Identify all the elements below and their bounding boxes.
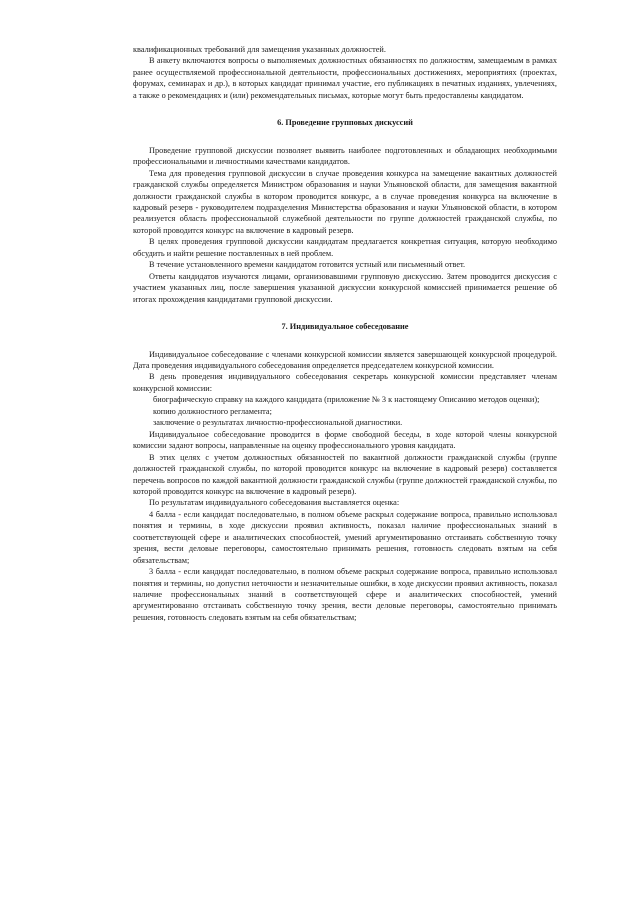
- section-6-paragraph-3: В целях проведения групповой дискуссии кандидатам предлагается конкретная ситуация, которую необходимо обсудить и найти решение поставленных в ней проблем.: [133, 237, 557, 258]
- section-7-paragraph-5: По результатам индивидуального собеседования выставляется оценка:: [149, 498, 400, 508]
- section-7-list-item-2: копию должностного регламента;: [153, 406, 272, 416]
- section-7-title: 7. Индивидуальное собеседование: [281, 322, 409, 332]
- section-6-paragraph-5: Ответы кандидатов изучаются лицами, организовавшими групповую дискуссию. Затем проводится дискуссия с участием указанных лиц, после завершения указанной дискуссии конкурсной комиссией принимается решение об итогах прохождения кандидатами групповой дискуссии.: [133, 271, 557, 304]
- section-7-list-item-3: заключение о результатах личностно-профессиональной диагностики.: [153, 418, 403, 428]
- section-6-paragraph-4: В течение установленного времени кандидатом готовится устный или письменный ответ.: [149, 260, 466, 270]
- section-7-paragraph-1: Индивидуальное собеседование с членами конкурсной комиссии является завершающей конкурсной процедурой. Дата проведения индивидуального собеседования определяется председателем конкурсной комиссии.: [133, 349, 557, 370]
- section-6-paragraph-2: Тема для проведения групповой дискуссии в случае проведения конкурса на замещение вакантных должностей гражданской службы определяется Министром образования и науки Ульяновской области, для замещения вакантной должности гражданской службы в котором проводится конкурс, а в случае проведения конкурса на включение в кадровый резерв - руководителем подразделения Министерства образования и науки Ульяновской области, в котором реализуется область профессиональной служебной деятельности по группе должностей гражданской службы, по которой проводится конкурс на включение в кадровый резерв.: [133, 168, 557, 235]
- section-7-score-4: 4 балла - если кандидат последовательно, в полном объеме раскрыл содержание вопроса, правильно использовал понятия и термины, в ходе дискуссии проявил активность, показал наличие профессиональных знаний в соответствующей сфере и аналитических способностей, умений аргументированно отстаивать собственную точку зрения, вести деловые переговоры, самостоятельно принимать решения, готовность следовать взятым на себя обязательствам;: [133, 509, 557, 565]
- section-6-title: 6. Проведение групповых дискуссий: [277, 118, 413, 128]
- document-body: [133, 44, 557, 623]
- paragraph-questionnaire: В анкету включаются вопросы о выполняемых должностных обязанностях по должностям, замещаемым в рамках ранее осуществляемой профессиональной деятельности, профессиональных достижениях, мероприятиях (проектах, форумах, семинарах и др.), в которых кандидат принимал участие, его публикациях в печатных изданиях, увлечениях, а также о рекомендациях и (или) рекомендательных письмах, которые могут быть предоставлены кандидатом.: [133, 56, 557, 100]
- section-6-paragraph-1: Проведение групповой дискуссии позволяет выявить наиболее подготовленных и обладающих необходимыми профессиональными и личностными качествами кандидатов.: [133, 145, 557, 167]
- section-7-list-item-1: биографическую справку на каждого кандидата (приложение № 3 к настоящему Описанию методов оценки);: [153, 395, 540, 405]
- section-7-paragraph-3: Индивидуальное собеседование проводится в форме свободной беседы, в ходе которой члены конкурсной комиссии задают вопросы, направленные на оценку профессионального уровня кандидата.: [133, 429, 557, 451]
- section-7-paragraph-2: В день проведения индивидуального собеседования секретарь конкурсной комиссии представляет членам конкурсной комиссии:: [133, 372, 557, 393]
- section-7-score-3: 3 балла - если кандидат последовательно, в полном объеме раскрыл содержание вопроса, правильно использовал понятия и термины, но допустил неточности и незначительные ошибки, в ходе дискуссии проявил активность, показал наличие профессиональных знаний в соответствующей сфере и аналитических способностей, умений аргументированно отстаивать собственную точку зрения, вести деловые переговоры, самостоятельно принимать решения, готовность следовать взятым на себя обязательствам;: [133, 567, 557, 622]
- section-7-paragraph-4: В этих целях с учетом должностных обязанностей по вакантной должности гражданской службы (группе должностей гражданской службы, по которой проводится конкурс на включение в кадровый резерв) составляется перечень вопросов по каждой вакантной должности гражданской службы (группе должностей гражданской службы, по которой проводится конкурс на включение в кадровый резерв).: [133, 452, 557, 496]
- paragraph-intro-continuation: квалификационных требований для замещения указанных должностей.: [133, 45, 386, 54]
